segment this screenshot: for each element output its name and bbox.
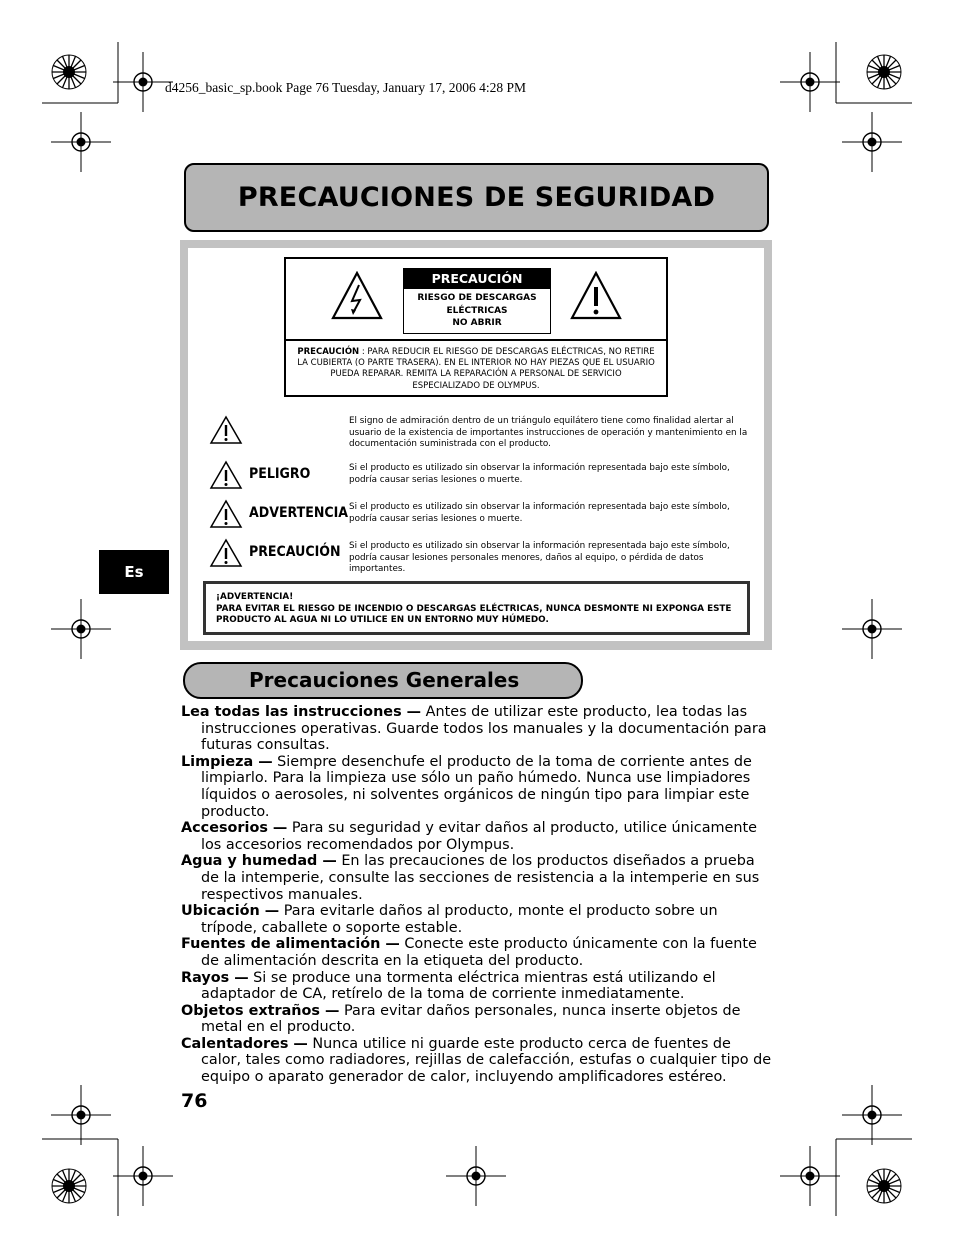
precaucion-line-2: ELÉCTRICAS [446, 305, 508, 316]
list-item: Objetos extraños — Para evitar daños personales, nunca inserte objetos de metal en el producto. [181, 1002, 741, 1036]
language-tab [99, 550, 169, 594]
symbol-label-peligro: PELIGRO [249, 466, 311, 482]
exclamation-triangle-icon [570, 271, 622, 321]
advertencia-box [203, 581, 750, 635]
section-heading-bar [183, 662, 583, 699]
page-title-bar [184, 163, 769, 232]
symbol-label-precaucion: PRECAUCIÓN [249, 544, 341, 560]
list-item: Ubicación — Para evitarle daños al producto, monte el producto sobre un trípode, caballete o soporte estable. [181, 903, 718, 936]
list-item: Accesorios — Para su seguridad y evitar daños al producto, utilice únicamente los accesorios recomendados por Olympus. [181, 820, 758, 853]
list-item: Calentadores — Nunca utilice ni guarde este producto cerca de fuentes de calor, tales como radiadores, rejillas de calefacción, estufas o cualquier tipo de equipo o aparato generador de calor, incluyendo amplificadores estéreo. [181, 1035, 772, 1086]
precaucion-line-1: RIESGO DE DESCARGAS [417, 293, 537, 303]
book-header-line: d4256_basic_sp.book Page 76 Tuesday, January 17, 2006 4:28 PM [165, 80, 526, 95]
precaucion-note-text: : PARA REDUCIR EL RIESGO DE DESCARGAS ELÉCTRICAS, NO RETIRE LA CUBIERTA (O PARTE TRASERA). EN EL INTERIOR NO HAY PIEZAS QUE EL USUARIO PUEDA REPARAR. REMITA LA REPARACIÓN A PERSONAL DE SERVICIO ESPECIALIZADO DE OLYMPUS. [297, 347, 655, 391]
precaucion-label-head: PRECAUCIÓN [404, 269, 550, 289]
exclamation-triangle-icon [209, 538, 243, 568]
precaucion-line-3: NO ABRIR [452, 318, 502, 328]
list-item: Fuentes de alimentación — Conecte este producto únicamente con la fuente de alimentación descrita en la etiqueta del producto. [181, 936, 757, 969]
symbol-desc-advertencia: Si el producto es utilizado sin observar la información representada bajo este símbolo, podría causar serias lesiones o muerte. [349, 502, 730, 524]
language-tab-label: Es [124, 563, 144, 581]
exclamation-triangle-icon [209, 415, 243, 445]
symbol-desc-precaucion: Si el producto es utilizado sin observar la información representada bajo este símbolo, podría causar lesiones personales menores, daños al equipo, o pérdida de datos importantes. [349, 541, 730, 574]
advertencia-head: ¡ADVERTENCIA! [216, 592, 294, 602]
symbol-label-advertencia: ADVERTENCIA [249, 505, 349, 521]
list-item: Limpieza — Siempre desenchufe el producto de la toma de corriente antes de limpiarlo. Para la limpieza use sólo un paño húmedo. Nunca use limpiadores líquidos o aerosoles, ni solventes orgánicos de ningún tipo para limpiar este producto. [181, 753, 752, 820]
symbol-desc-peligro: Si el producto es utilizado sin observar la información representada bajo este símbolo, podría causar serias lesiones o muerte. [349, 463, 730, 485]
precautions-list [181, 704, 773, 1086]
list-item: Lea todas las instrucciones — Antes de utilizar este producto, lea todas las instrucciones operativas. Guarde todos los manuales y la documentación para futuras consultas. [181, 704, 767, 754]
page-title: PRECAUCIONES DE SEGURIDAD [237, 182, 716, 213]
list-item: Agua y humedad — En las precauciones de los productos diseñados a prueba de la intemperie, consulte las secciones de resistencia a la intemperie en sus respectivos manuales. [181, 853, 760, 903]
lightning-triangle-icon [331, 271, 383, 321]
symbol-desc-general: El signo de admiración dentro de un triángulo equilátero tiene como finalidad alertar al usuario de la existencia de importantes instrucciones de operación y mantenimiento en la documentación suministrada con el producto. [349, 416, 748, 449]
advertencia-text: PARA EVITAR EL RIESGO DE INCENDIO O DESCARGAS ELÉCTRICAS, NUNCA DESMONTE NI EXPONGA ESTE PRODUCTO AL AGUA NI LO UTILICE EN UN ENTORNO MUY HÚMEDO. [216, 603, 732, 625]
section-heading: Precauciones Generales [249, 668, 520, 692]
precaucion-note-bold: PRECAUCIÓN [297, 347, 360, 357]
exclamation-triangle-icon [209, 460, 243, 490]
precaucion-label [403, 268, 551, 334]
shock-warning-label [284, 257, 668, 397]
exclamation-triangle-icon [209, 499, 243, 529]
page-number: 76 [181, 1090, 208, 1112]
list-item: Rayos — Si se produce una tormenta eléctrica mientras está utilizando el adaptador de CA, retírelo de la toma de corriente inmediatamente. [181, 969, 716, 1003]
precaucion-note [296, 347, 656, 392]
